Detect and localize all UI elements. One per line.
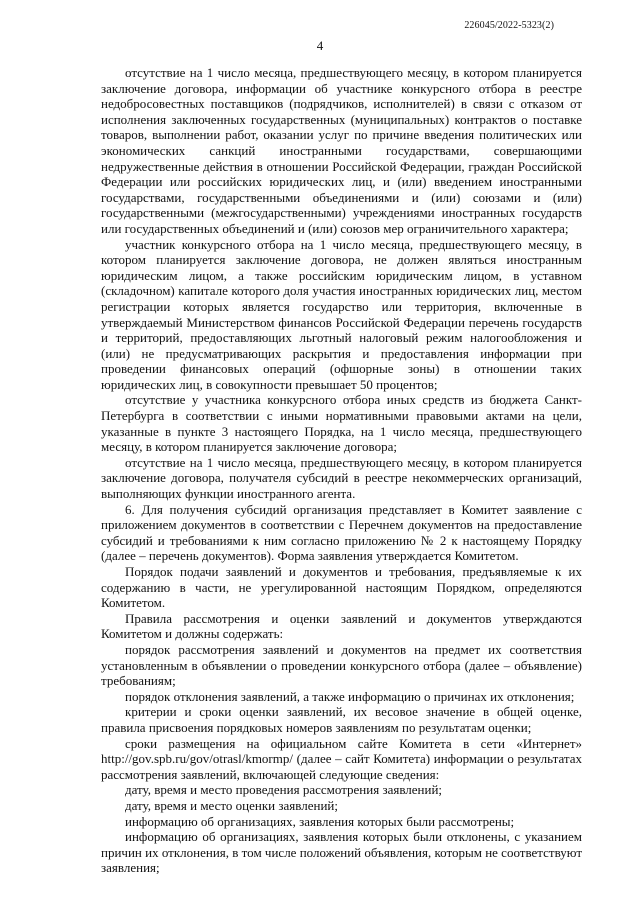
paragraph-no-foreign-entity: участник конкурсного отбора на 1 число месяца, предшествующего месяцу, в котором планируется заключение договора, не должен являться иностранным юридическим лицом, а также российским юридическим лицом, в уставном (складочном) капитале которого доля участия иностранных юридических лиц, местом регистрации которых является государство или территория, включенные в утверждаемый Министерством финансов Российской Федерации перечень государств и территорий, предоставляющих льготный налоговый режим налогообложения и (или) не предусматривающих раскрытия и предоставления информации при проведении финансовых операций (офшорные зоны) в отношении таких юридических лиц, в совокупности превышает 50 процентов; — [101, 236, 582, 392]
list-item-evaluation-criteria: критерии и сроки оценки заявлений, их весовое значение в общей оценке, правила присвоения порядковых номеров заявлениям по результатам оценки; — [101, 704, 582, 735]
document-body — [101, 65, 582, 876]
paragraph-not-foreign-agent: отсутствие на 1 число месяца, предшествующего месяцу, в котором планируется заключение договора, получателя субсидий в реестре некоммерческих организаций, выполняющих функции иностранного агента. — [101, 454, 582, 502]
document-registration-number: 226045/2022-5323(2) — [464, 20, 554, 31]
list-item-reviewed-organizations: информацию об организациях, заявления которых были рассмотрены; — [125, 813, 515, 829]
paragraph-submission-procedure: Порядок подачи заявлений и документов и требования, предъявляемые к их содержанию в части, не урегулированной настоящим Порядком, определяются Комитетом. — [101, 564, 582, 611]
list-item-publication-terms: сроки размещения на официальном сайте Комитета в сети «Интернет» http://gov.spb.ru/gov/otrasl/kmormp/ (далее – сайт Комитета) информации о результатах рассмотрения заявлений, включающей следующие сведения: — [101, 735, 582, 782]
paragraph-no-unfair-supplier-record: отсутствие на 1 число месяца, предшествующего месяцу, в котором планируется заключение договора, информации об участнике конкурсного отбора в реестре недобросовестных поставщиков (подрядчиков, исполнителей) в связи с отказом от исполнения заключенных государственных (муниципальных) контрактов о поставке товаров, выполнении работ, оказании услуг по причине введения политических или экономических санкций иностранными государствами, совершающими недружественные действия в отношении Российской Федерации, граждан Российской Федерации или российских юридических лиц, и (или) введением иностранными государствами, государственными объединениями и (или) союзами и (или) государственными (межгосударственными) учреждениями иностранных государств или государственных объединений и (или) союзов мер ограничительного характера; — [101, 65, 582, 236]
list-item-review-date: дату, время и место проведения рассмотрения заявлений; — [125, 782, 443, 798]
list-item-rejected-organizations: информацию об организациях, заявления которых были отклонены, с указанием причин их отклонения, в том числе положений объявления, которым не соответствуют заявления; — [101, 829, 582, 876]
paragraph-section-6-application: 6. Для получения субсидий организация представляет в Комитет заявление с приложением документов в соответствии с Перечнем документов на предоставление субсидий и требованиями к ним согласно приложению № 2 к настоящему Порядку (далее – перечень документов). Форма заявления утверждается Комитетом. — [101, 501, 582, 564]
paragraph-no-other-budget-funds: отсутствие у участника конкурсного отбора иных средств из бюджета Санкт-Петербурга в соответствии с иными нормативными правовыми актами на цели, указанные в пункте 3 настоящего Порядка, на 1 число месяца, предшествующего месяцу, в котором планируется заключение договора; — [101, 392, 582, 455]
list-item-evaluation-date: дату, время и место оценки заявлений; — [125, 797, 338, 813]
list-item-review-procedure: порядок рассмотрения заявлений и документов на предмет их соответствия установленным в объявлении о проведении конкурсного отбора (далее – объявление) требованиям; — [101, 641, 582, 689]
list-item-rejection-procedure: порядок отклонения заявлений, а также информацию о причинах их отклонения; — [125, 688, 575, 704]
paragraph-review-rules: Правила рассмотрения и оценки заявлений и документов утверждаются Комитетом и должны содержать: — [101, 610, 582, 642]
page-number: 4 — [316, 38, 324, 53]
